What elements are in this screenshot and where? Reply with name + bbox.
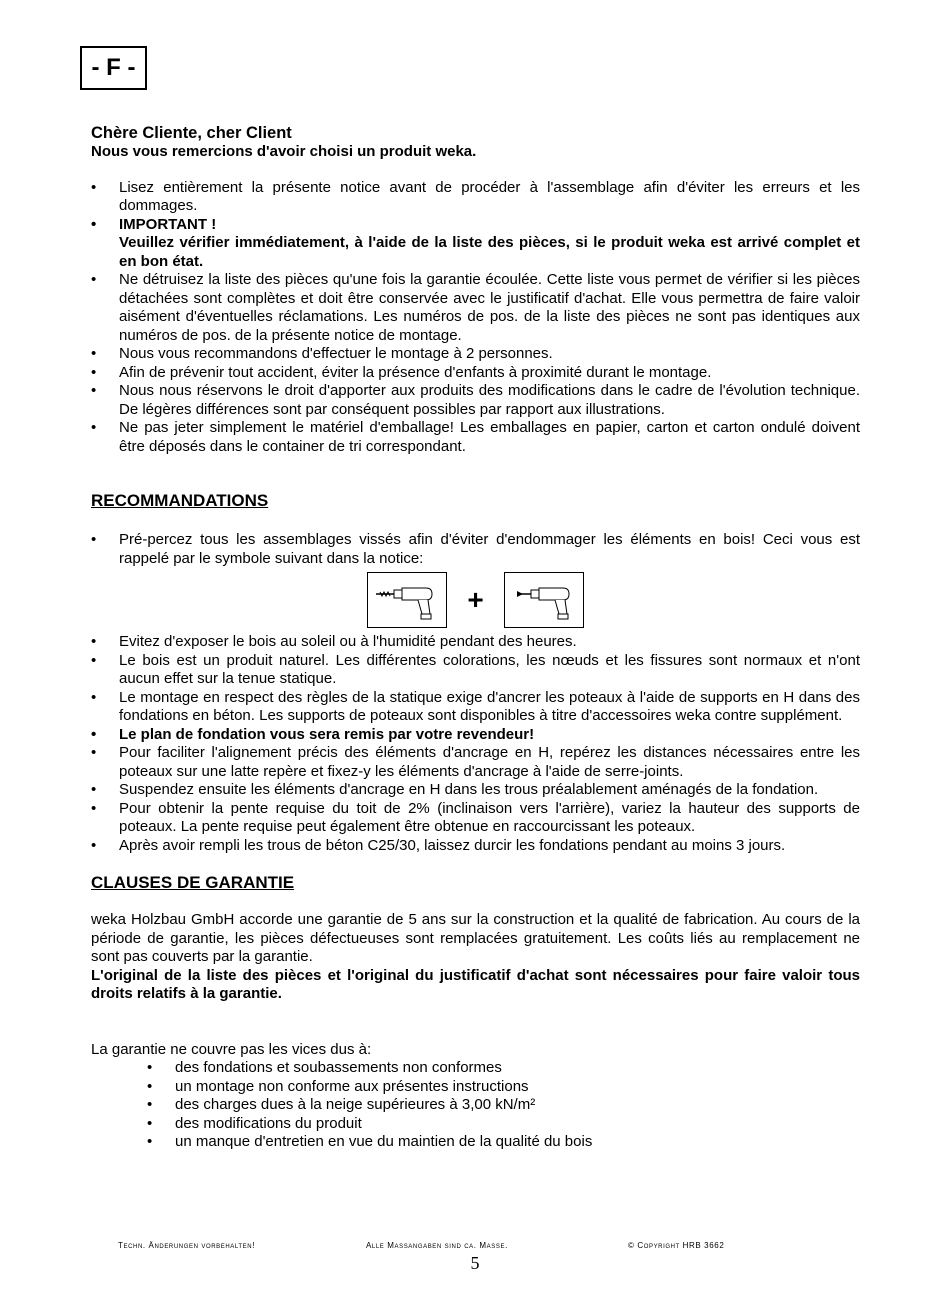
important-text: Veuillez vérifier immédiatement, à l'aide de la liste des pièces, si le produit weka est arrivé complet et en bon état.: [119, 234, 860, 270]
list-item: • des charges dues à la neige supérieures à 3,00 kN/m²: [147, 1096, 860, 1115]
warranty-heading: CLAUSES DE GARANTIE: [91, 873, 295, 892]
list-item: • Suspendez ensuite les éléments d'ancrage en H dans les trous préalablement aménagés de la fondation.: [91, 781, 860, 800]
page-number: 5: [470, 1253, 480, 1273]
thanks-line: Nous vous remercions d'avoir choisi un produit weka.: [91, 143, 477, 160]
list-item: • Ne détruisez la liste des pièces qu'une fois la garantie écoulée. Cette liste vous permet de vérifier si les pièces détachées sont complètes et doit être conservée avec le justificatif d'achat. Elle vous permettra de faire valoir aisément d'éventuelles réclamations. Les numéros de pos. de la liste des pièces ne sont pas identiques aux numéros de pos. de la présente notice de montage.: [91, 271, 860, 345]
language-code: - F -: [91, 54, 136, 81]
exclusion-list: [91, 1059, 860, 1152]
intro-list: [91, 179, 860, 457]
list-item: • Après avoir rempli les trous de béton C25/30, laissez durcir les fondations pendant au moins 3 jours.: [91, 837, 860, 856]
list-item: • des fondations et soubassements non conformes: [147, 1059, 860, 1078]
list-item: • Pré-percez tous les assemblages vissés afin d'éviter d'endommager les éléments en bois! Ceci vous est rappelé par le symbole suivant dans la notice:: [91, 531, 860, 568]
list-item: • Pour obtenir la pente requise du toit de 2% (inclinaison vers l'arrière), variez la hauteur des supports de poteaux. La pente requise peut également être obtenue en raccourcissant les poteaux.: [91, 800, 860, 837]
list-item-important: [91, 216, 860, 272]
list-item: • Lisez entièrement la présente notice avant de procéder à l'assemblage afin d'éviter les erreurs et les dommages.: [91, 179, 860, 216]
warranty-bold-paragraph: L'original de la liste des pièces et l'original du justificatif d'achat sont nécessaires pour faire valoir tous droits relatifs à la garantie.: [91, 966, 860, 1002]
page-content: [91, 124, 860, 1152]
list-item: • un montage non conforme aux présentes instructions: [147, 1078, 860, 1097]
recommendations-list-intro: [91, 531, 860, 568]
list-item-foundation-plan: • Le plan de fondation vous sera remis par votre revendeur!: [91, 726, 860, 745]
warranty-paragraph: weka Holzbau GmbH accorde une garantie de 5 ans sur la construction et la qualité de fabrication. Au cours de la période de garantie, les pièces défectueuses sont remplacées gratuitement. Les coûts liés au remplacement ne sont pas couverts par la garantie.: [91, 911, 860, 965]
list-item: • Nous vous recommandons d'effectuer le montage à 2 personnes.: [91, 345, 860, 364]
exclusion-intro: La garantie ne couvre pas les vices dus à:: [91, 1040, 372, 1058]
predrill-symbol: [91, 572, 860, 628]
list-item: • Nous nous réservons le droit d'apporter aux produits des modifications dans le cadre de l'évolution technique. De légères différences sont par conséquent possibles par rapport aux illustrations.: [91, 382, 860, 419]
important-label: IMPORTANT !: [119, 215, 217, 233]
recommendations-list: [91, 633, 860, 855]
list-item: • Pour faciliter l'alignement précis des éléments d'ancrage en H, repérez les distances nécessaires entre les poteaux sur une latte repère et fixez-y les éléments d'ancrage à l'aide de serre-joints.: [91, 744, 860, 781]
recommendations-heading: RECOMMANDATIONS: [91, 491, 269, 510]
footer-center: Alle Massangaben sind ca. Masse.: [366, 1241, 508, 1250]
footer-left: Techn. Änderungen vorbehalten!: [118, 1241, 256, 1250]
list-item: • des modifications du produit: [147, 1115, 860, 1134]
footer-right: © Copyright HRB 3662: [628, 1241, 725, 1250]
list-item: • Afin de prévenir tout accident, éviter la présence d'enfants à proximité durant le montage.: [91, 364, 860, 383]
language-code-box: [80, 46, 147, 90]
list-item: • Ne pas jeter simplement le matériel d'emballage! Les emballages en papier, carton et carton ondulé doivent être déposés dans le container de tri correspondant.: [91, 419, 860, 456]
list-item: • Evitez d'exposer le bois au soleil ou à l'humidité pendant des heures.: [91, 633, 860, 652]
plus-sign: +: [467, 583, 484, 615]
greeting: Chère Cliente, cher Client: [91, 124, 292, 142]
drill-bit-icon: [367, 572, 447, 628]
list-item: • un manque d'entretien en vue du maintien de la qualité du bois: [147, 1133, 860, 1152]
list-item: • Le bois est un produit naturel. Les différentes colorations, les nœuds et les fissures sont normaux et n'ont aucun effet sur la tenue statique.: [91, 652, 860, 689]
list-item: • Le montage en respect des règles de la statique exige d'ancrer les poteaux à l'aide de supports en H dans des fondations en béton. Les supports de poteaux sont disponibles à titre d'accessoires weka contre supplément.: [91, 689, 860, 726]
screwdriver-drill-icon: [504, 572, 584, 628]
